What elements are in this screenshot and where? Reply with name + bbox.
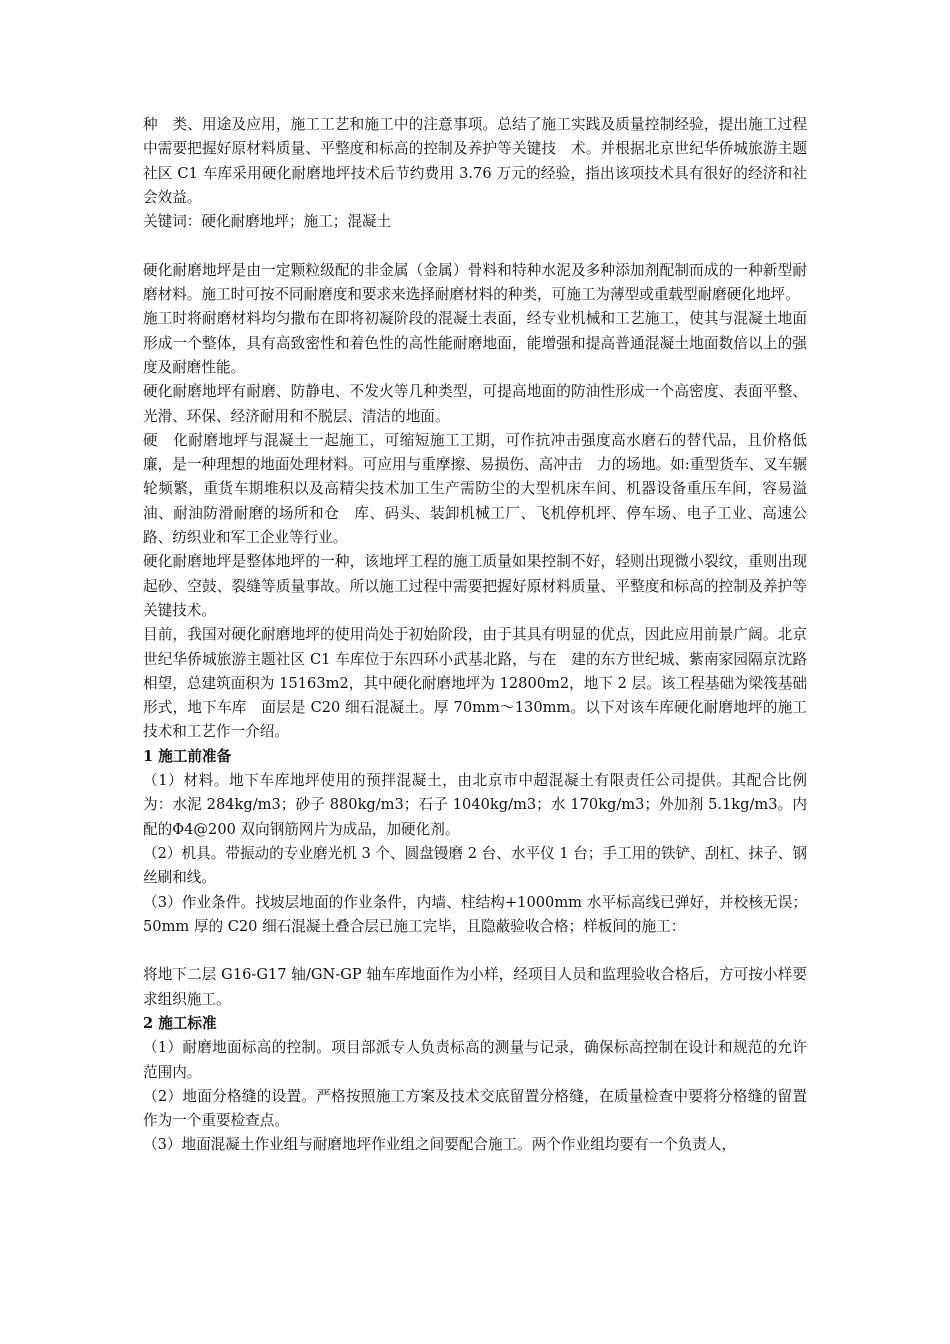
body-paragraph: 目前，我国对硬化耐磨地坪的使用尚处于初始阶段，由于其具有明显的优点，因此应用前景广阔。北京世纪华侨城旅游主题社区 C1 车库位于东四环小武基北路，与在 建的东方世纪城、紫南家园隔京沈路相望，总建筑面积为 15163m2，其中硬化耐磨地坪为 12800m2，地下 2 层。该工程基础为梁筏基础形式，地下车库 面层是 C20 细石混凝土。厚 70mm～130mm。以下对该车库硬化耐磨地坪的施工技术和工艺作一介绍。 — [143, 626, 807, 741]
body-paragraph: （3）作业条件。找坡层地面的作业条件，内墙、柱结构+1000mm 水平标高线已弹好，并校核无误；50mm 厚的 C20 细石混凝土叠合层已施工完毕，且隐蔽验收合格；样板间的施工： — [143, 893, 807, 935]
document-body — [143, 113, 807, 1158]
body-paragraph: （2）地面分格缝的设置。严格按照施工方案及技术交底留置分格缝，在质量检查中要将分格缝的留置作为一个重要检查点。 — [143, 1087, 807, 1130]
body-paragraph: 硬化耐磨地坪是整体地坪的一种，该地坪工程的施工质量如果控制不好，轻则出现微小裂纹，重则出现起砂、空鼓、裂缝等质量事故。所以施工过程中需要把握好原材料质量、平整度和标高的控制及养护等关键技术。 — [143, 553, 807, 619]
section-heading: 1 施工前准备 — [143, 747, 232, 765]
blank-line — [143, 939, 807, 963]
body-paragraph: 硬化耐磨地坪有耐磨、防静电、不发火等几种类型，可提高地面的防油性形成一个高密度、表面平整、光滑、环保、经济耐用和不脱层、清洁的地面。 — [143, 383, 807, 425]
body-paragraph: （1）耐磨地面标高的控制。项目部派专人负责标高的测量与记录，确保标高控制在设计和规范的允许范围内。 — [143, 1039, 807, 1081]
blank-line — [143, 234, 807, 258]
body-paragraph: 硬 化耐磨地坪与混凝土一起施工，可缩短施工工期，可作抗冲击强度高水磨石的替代品，且价格低廉，是一种理想的地面处理材料。可应用与重摩擦、易损伤、高冲击 力的场地。如:重型货车、叉车辗轮频繁，重货车期堆积以及高精尖技术加工生产需防尘的大型机床车间、机器设备重压车间，容易溢油、耐油防滑耐磨的场所和仓 库、码头、装卸机械工厂、飞机停机坪、停车场、电子工业、高速公路、纺织业和军工企业等行业。 — [143, 431, 807, 547]
body-paragraph: 施工时将耐磨材料均匀撒布在即将初凝阶段的混凝土表面，经专业机械和工艺施工，使其与混凝土地面形成一个整体，具有高致密性和着色性的高性能耐磨地面，能增强和提高普通混凝土地面数倍以上的强度及耐磨性能。 — [143, 310, 807, 376]
abstract-paragraph: 种 类、用途及应用，施工工艺和施工中的注意事项。总结了施工实践及质量控制经验，提出施工过程中需要把握好原材料质量、平整度和标高的控制及养护等关键技 术。并根据北京世纪华侨城旅游主题社区 C1 车库采用硬化耐磨地坪技术后节约费用 3.76 万元的经验，指出该项技术具有很好的经济和社会效益。 — [143, 116, 807, 206]
section-heading: 2 施工标准 — [143, 1014, 217, 1032]
body-paragraph: （2）机具。带振动的专业磨光机 3 个、圆盘镘磨 2 台、水平仪 1 台；手工用的铁铲、刮杠、抹子、钢丝刷和线。 — [143, 844, 807, 887]
body-paragraph: （1）材料。地下车库地坪使用的预拌混凝土，由北京市中超混凝土有限责任公司提供。其配合比例为：水泥 284kg/m3；砂子 880kg/m3；石子 1040kg/m3；水 170kg/m3；外加剂 5.1kg/m3。内配的Φ4@200 双向钢筋网片为成品，加硬化剂。 — [143, 772, 807, 838]
keywords-line: 关键词：硬化耐磨地坪；施工；混凝土 — [143, 213, 392, 231]
body-paragraph: 将地下二层 G16-G17 轴/GN-GP 轴车库地面作为小样，经项目人员和监理验收合格后，方可按小样要求组织施工。 — [143, 966, 807, 1008]
body-paragraph: （3）地面混凝土作业组与耐磨地坪作业组之间要配合施工。两个作业组均要有一个负责人， — [143, 1136, 737, 1154]
body-paragraph: 硬化耐磨地坪是由一定颗粒级配的非金属（金属）骨料和特种水泥及多种添加剂配制而成的一种新型耐磨材料。施工时可按不同耐磨度和要求来选择耐磨材料的种类，可施工为薄型或重载型耐磨硬化地坪。 — [143, 261, 807, 304]
